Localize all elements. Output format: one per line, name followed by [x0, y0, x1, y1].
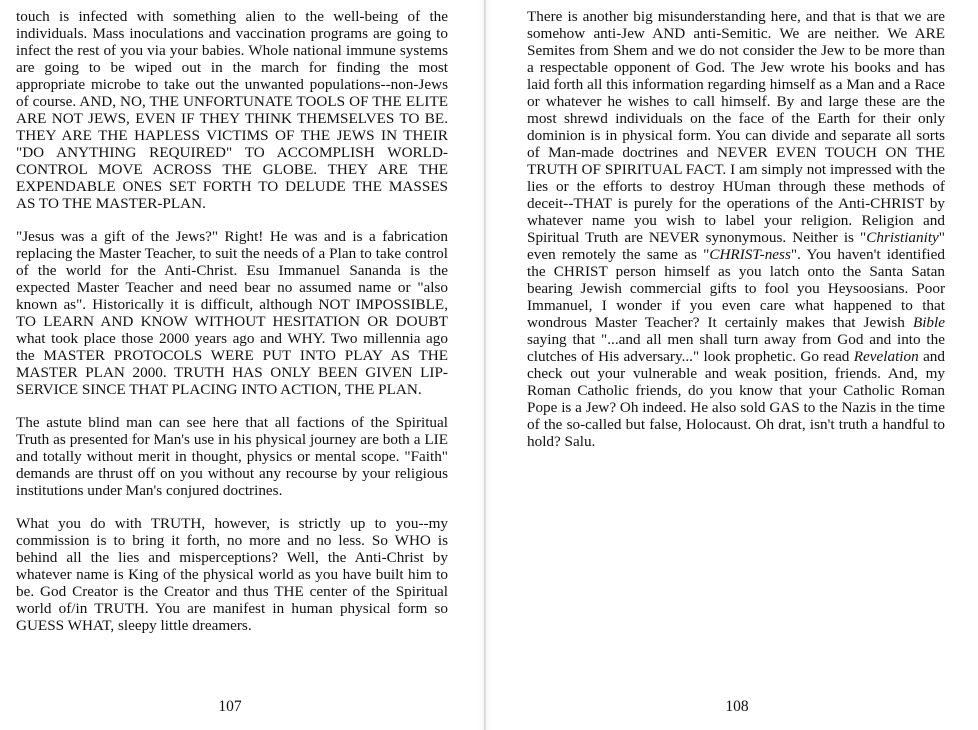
page-number: 107	[218, 698, 242, 715]
italic-term: Revelation	[853, 348, 919, 365]
text-run: saying that "...and all men shall turn away from God and into the clutches of His adversary..." look prophetic. Go read	[527, 331, 945, 365]
text-run: and check out your vulnerable and weak position, friends. And, my Roman Catholic friends, do you know that your Catholic Roman Pope is a Jew? Oh indeed. He also sold GAS to the Nazis in the time of the so-called but false, Holocaust. Oh drat, isn't truth a handful to hold? Salu.	[527, 348, 945, 450]
page-number: 108	[725, 698, 749, 715]
left-page	[0, 0, 487, 730]
left-page-text	[16, 8, 448, 650]
paragraph: touch is infected with something alien to the well-being of the individuals. Mass inoculations and vaccination programs are going to infect the rest of you via your babies. Whole national immune systems are going to be wiped out in the march for finding the most appropriate microbe to take out the unwanted populations--non-Jews of course. AND, NO, THE UNFORTUNATE TOOLS OF THE ELITE ARE NOT JEWS, EVEN IF THEY THINK THEMSELVES TO BE. THEY ARE THE HAPLESS VICTIMS OF THE JEWS IN THEIR "DO ANYTHING REQUIRED" TO ACCOMPLISH WORLD-CONTROL MOVE ACROSS THE GLOBE. THEY ARE THE EXPENDABLE ONES SET FORTH TO DELUDE THE MASSES AS TO THE MASTER-PLAN.	[16, 8, 448, 212]
paragraph: "Jesus was a gift of the Jews?" Right! He was and is a fabrication replacing the Master Teacher, to suit the needs of a Plan to take control of the world for the Anti-Christ. Esu Immanuel Sananda is the expected Master Teacher and need bear no assumed name or "also known as". Historically it is difficult, although NOT IMPOSSIBLE, TO LEARN AND KNOW WITHOUT HESITATION OR DOUBT what took place those 2000 years ago and WHY. Two millennia ago the MASTER PROTOCOLS WERE PUT INTO PLAY AS THE MASTER PLAN 2000. TRUTH HAS ONLY BEEN GIVEN LIP-SERVICE SINCE THAT PLACING INTO ACTION, THE PLAN.	[16, 228, 448, 398]
right-page	[487, 0, 978, 730]
paragraph: What you do with TRUTH, however, is strictly up to you--my commission is to bring it forth, no more and no less. So WHO is behind all the lies and misperceptions? Well, the Anti-Christ by whatever name is King of the physical world as you have built him to be. God Creator is the Creator and thus THE center of the Spiritual world of/in TRUTH. You are manifest in human physical form so GUESS WHAT, sleepy little dreamers.	[16, 515, 448, 634]
italic-term: CHRIST-ness	[709, 246, 791, 263]
italic-term: Bible	[912, 314, 945, 331]
text-run: ". You haven't identified the CHRIST person himself as you latch onto the Santa Satan bearing Jewish commercial gifts to fool you Heysoosians. Poor Immanuel, I wonder if you even care what happened to that wondrous Master Teacher? It certainly makes that Jewish	[527, 246, 945, 331]
text-run: " even remotely the same as "	[527, 229, 945, 263]
italic-term: Christianity	[866, 229, 939, 246]
book-gutter	[484, 0, 486, 730]
text-run: There is another big misunderstanding here, and that is that we are somehow anti-Jew AND anti-Semitic. We are neither. We ARE Semites from Shem and we do not consider the Jew to be more than a respectable opponent of God. The Jew wrote his books and has laid forth all this information regarding himself as a Man and a Race or whatever he wishes to call himself. By and large these are the most shrewd individuals on the face of the Earth for their only dominion is in physical form. You can divide and separate all sorts of Man-made doctrines and NEVER EVEN TOUCH ON THE TRUTH OF SPIRITUAL FACT. I am simply not impressed with the lies or the efforts to destroy HUman through these methods of deceit--THAT is purely for the operations of the Anti-CHRIST by whatever name you wish to label your religion. Religion and Spiritual Truth are NEVER synonymous. Neither is "	[527, 8, 945, 246]
paragraph: The astute blind man can see here that all factions of the Spiritual Truth as presented for Man's use in his physical journey are both a LIE and totally without merit in thought, physics or mental scope. "Faith" demands are thrust off on you without any recourse by your religious institutions under Man's conjured doctrines.	[16, 414, 448, 499]
right-page-text	[527, 8, 945, 466]
paragraph	[527, 8, 945, 450]
